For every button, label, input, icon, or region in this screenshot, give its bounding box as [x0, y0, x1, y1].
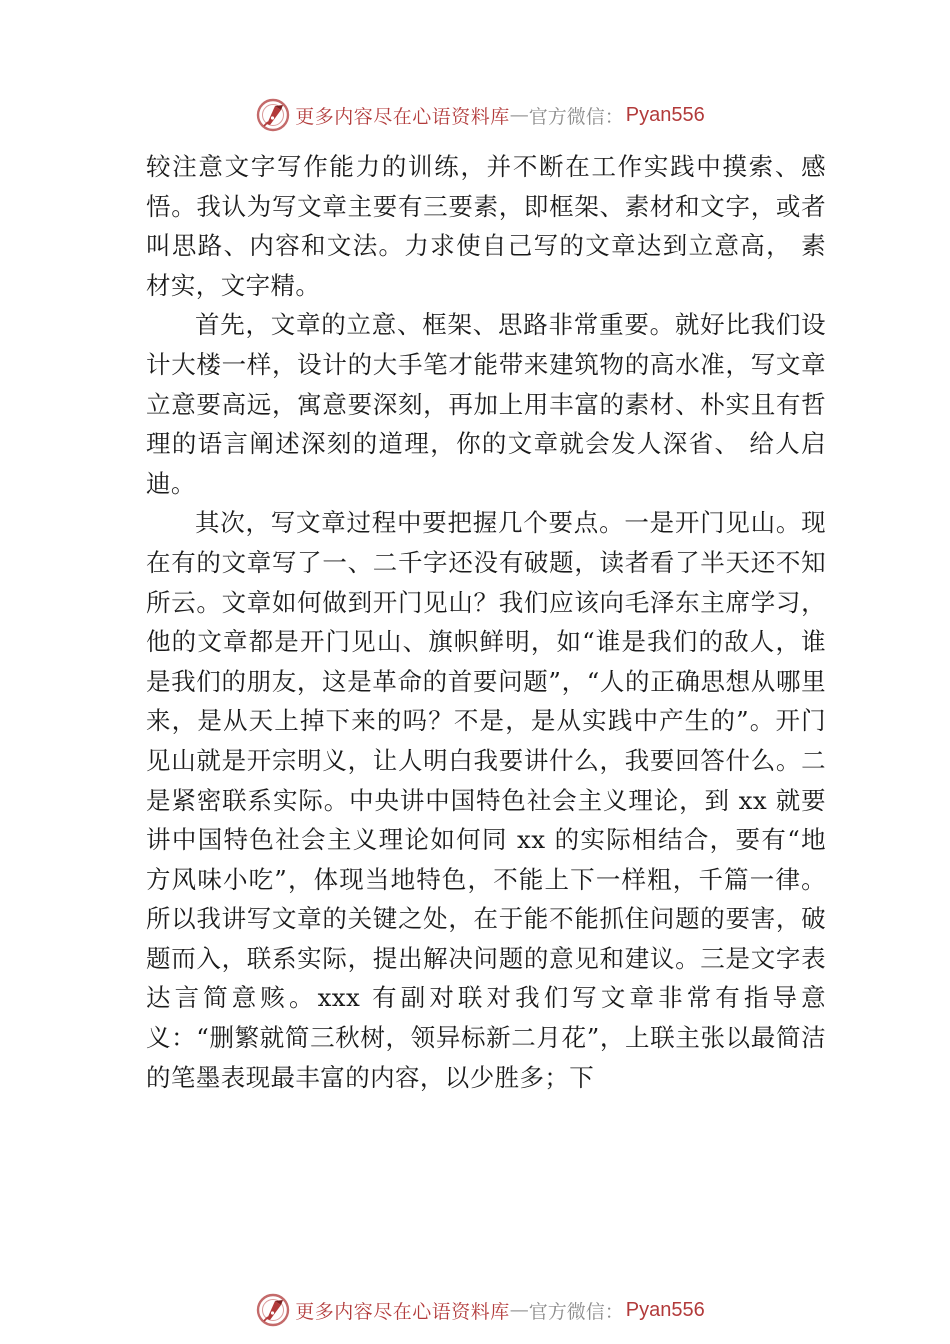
header-banner-title: 更多内容尽在心语资料库: [295, 105, 510, 128]
header-banner-dash: —: [509, 104, 529, 126]
pen-nib-logo-icon: [255, 97, 291, 133]
header-wechat-id: Pyan556: [625, 103, 705, 126]
paragraph-2: 首先，文章的立意、框架、思路非常重要。就好比我们设计大楼一样，设计的大手笔才能带来建筑物的高水准，写文章立意要高远，寓意要深刻，再加上用丰富的素材、朴实且有哲理的语言阐述深刻的道理，你的文章就会发人深省、 给人启迪。: [146, 310, 826, 498]
pen-nib-logo-icon: [255, 1292, 291, 1328]
footer-wechat-label: 官方微信：: [528, 1300, 624, 1323]
footer-banner-title: 更多内容尽在心语资料库: [295, 1300, 510, 1323]
header-banner: [0, 95, 950, 135]
header-wechat-label: 官方微信：: [528, 105, 624, 128]
paragraph-1: 较注意文字写作能力的训练，并不断在工作实践中摸索、感悟。我认为写文章主要有三要素，即框架、素材和文字，或者叫思路、内容和文法。力求使自己写的文章达到立意高， 素材实，文字精。: [146, 152, 826, 300]
footer-wechat-id: Pyan556: [625, 1298, 705, 1321]
footer-banner: [0, 1290, 950, 1330]
paragraph-3: 其次，写文章过程中要把握几个要点。一是开门见山。现在有的文章写了一、二千字还没有破题，读者看了半天还不知所云。文章如何做到开门见山？我们应该向毛泽东主席学习，他的文章都是开门见山、旗帜鲜明，如“谁是我们的敌人，谁是我们的朋友，这是革命的首要问题”，“人的正确思想从哪里来，是从天上掉下来的吗？不是，是从实践中产生的”。开门见山就是开宗明义，让人明白我要讲什么，我要回答什么。二是紧密联系实际。中央讲中国特色社会主义理论，到 xx 就要讲中国特色社会主义理论如何同 xx 的实际相结合，要有“地方风味小吃”，体现当地特色，不能上下一样粗，千篇一律。所以我讲写文章的关键之处，在于能不能抓住问题的要害，破题而入，联系实际，提出解决问题的意见和建议。三是文字表达言简意赅。xxx 有副对联对我们写文章非常有指导意义：“删繁就简三秋树，领异标新二月花”，上联主张以最简洁的笔墨表现最丰富的内容，以少胜多；下: [146, 508, 826, 1092]
footer-banner-inner: [255, 1292, 705, 1328]
footer-banner-dash: —: [509, 1299, 529, 1321]
document-body: [146, 147, 826, 1097]
header-banner-inner: [255, 97, 705, 133]
